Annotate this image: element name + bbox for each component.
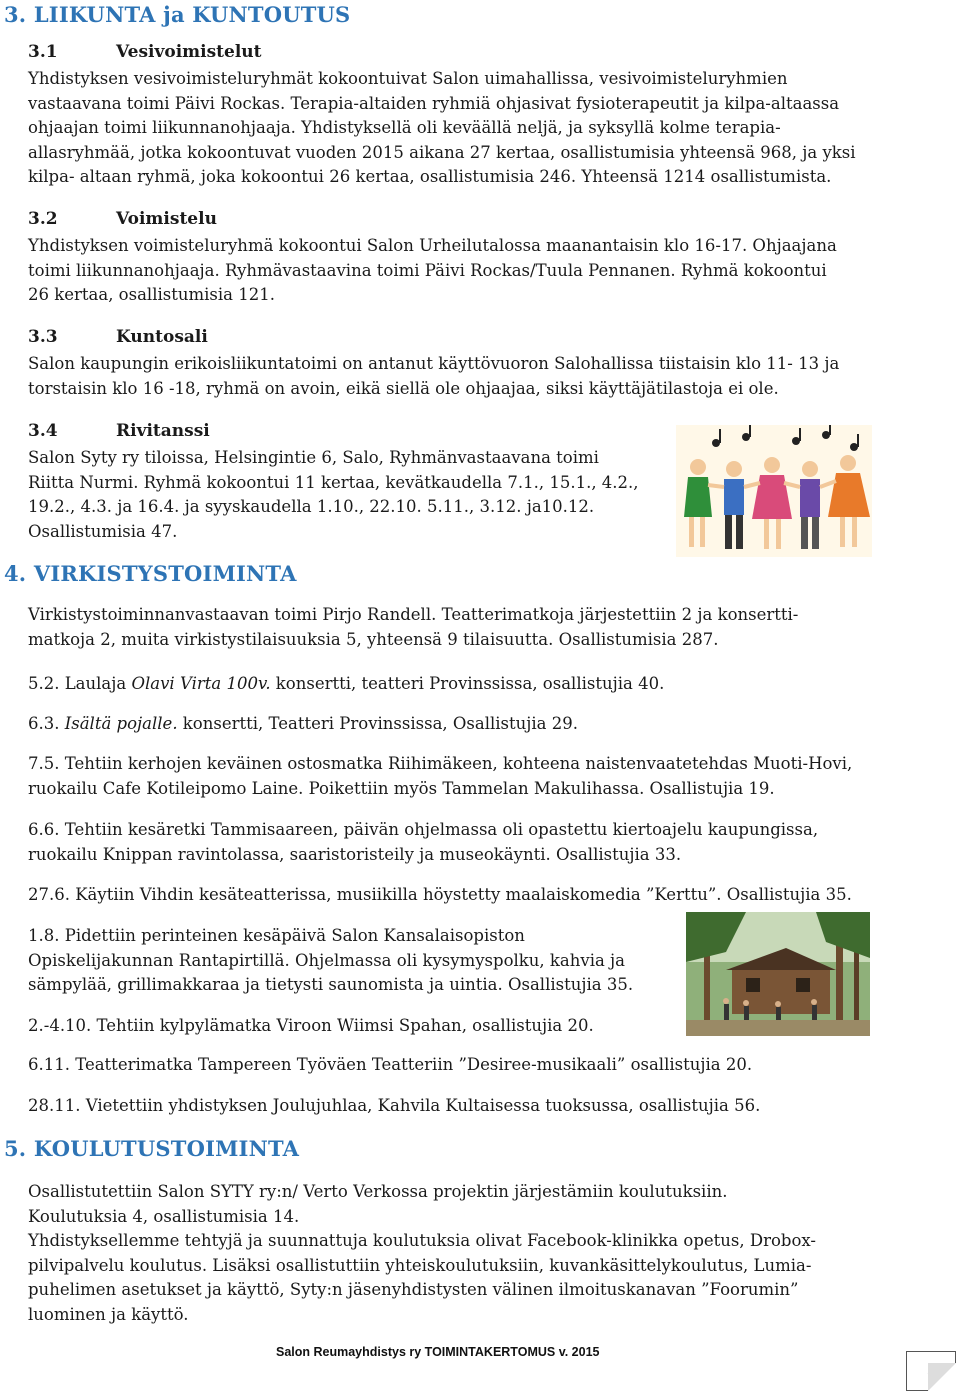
text-line: ohjaajan toimi liikunnanohjaaja. Yhdistyksellä oli keväällä neljä, ja syksyllä kolme terapia-: [28, 118, 781, 137]
text-line: allasryhmää, jotka kokoontuvat vuoden 2015 aikana 27 kertaa, osallistumisia yhteensä 968, ja yksi: [28, 142, 856, 162]
subsection-3-3-text: [28, 352, 938, 401]
event-6-3: [28, 712, 938, 736]
text-run: 6.3.: [28, 714, 65, 733]
subsection-title: Vesivoimistelut: [116, 42, 262, 62]
section-3-heading: 3. LIIKUNTA ja KUNTOUTUS: [4, 2, 351, 27]
event-5-2: [28, 672, 938, 696]
text-line: Yhdistyksen voimisteluryhmä kokoontui Salon Urheilutalossa maanantaisin klo 16-17. Ohjaajana: [28, 236, 837, 255]
text-line: 7.5. Tehtiin kerhojen keväinen ostosmatka Riihimäkeen, kohteena naistenvaatetehdas Muoti-Hovi,: [28, 754, 853, 773]
text-line: luominen ja käyttö.: [28, 1304, 189, 1324]
text-run: konsertti, teatteri Provinssissa, osallistujia 40.: [270, 674, 665, 693]
text-line: Riitta Nurmi. Ryhmä kokoontui 11 kertaa, kevätkaudella 7.1., 15.1., 4.2.,: [28, 472, 639, 492]
subsection-3-2-text: [28, 234, 938, 308]
page-number: 3: [927, 1363, 935, 1379]
text-line: 1.8. Pidettiin perinteinen kesäpäivä Salon Kansalaisopiston: [28, 926, 525, 945]
footer-text: Salon Reumayhdistys ry TOIMINTAKERTOMUS v. 2015: [276, 1345, 600, 1359]
text-line: toimi liikunnanohjaaja. Ryhmävastaavina toimi Päivi Rockas/Tuula Pennanen. Ryhmä kokoontui: [28, 260, 827, 280]
event-2-4-10: 2.-4.10. Tehtiin kylpylämatka Viroon Wiimsi Spahan, osallistujia 20.: [28, 1016, 594, 1035]
text-line: Salon kaupungin erikoisliikuntatoimi on antanut käyttövuoron Salohallissa tiistaisin klo 11- 13 ja: [28, 354, 840, 373]
event-7-5: [28, 752, 938, 801]
text-line: kilpa- altaan ryhmä, joka kokoontui 26 kertaa, osallistumisia 246. Yhteensä 1214 osallistumista.: [28, 167, 832, 186]
text-line: matkoja 2, muita virkistystilaisuuksia 5, yhteensä 9 tilaisuutta. Osallistumisia 287.: [28, 629, 719, 649]
text-line: Yhdistyksellemme tehtyjä ja suunnattuja koulutuksia olivat Facebook-klinikka opetus, Drobox-: [28, 1231, 816, 1250]
text-line: pilvipalvelu koulutus. Lisäksi osallistuttiin yhteiskoulutuksiin, kuvankäsittelykoulutus, Lumia-: [28, 1255, 812, 1275]
subsection-title: Voimistelu: [116, 209, 217, 229]
event-6-6: [28, 818, 938, 867]
text-line: 26 kertaa, osallistumisia 121.: [28, 285, 275, 304]
event-28-11: 28.11. Vietettiin yhdistyksen Joulujuhlaa, Kahvila Kultaisessa tuoksussa, osallistujia 56.: [28, 1096, 761, 1115]
text-line: Salon Syty ry tiloissa, Helsingintie 6, Salo, Ryhmänvastaavana toimi: [28, 448, 599, 467]
text-line: Opiskelijakunnan Rantapirtillä. Ohjelmassa oli kysymyspolku, kahvia ja: [28, 950, 626, 970]
section-4-heading: 4. VIRKISTYSTOIMINTA: [4, 561, 297, 586]
text-line: vastaavana toimi Päivi Rockas. Terapia-altaiden ryhmiä ohjasivat fysioterapeutit ja kilpa-altaassa: [28, 93, 840, 113]
subsection-number: 3.2: [28, 209, 58, 229]
section-5-text: [28, 1180, 938, 1327]
text-run: konsertti, Teatteri Provinssissa, Osallistujia 29.: [177, 714, 579, 733]
subsection-3-1-heading: [28, 42, 262, 62]
text-line: Virkistystoiminnanvastaavan toimi Pirjo Randell. Teatterimatkoja järjestettiin 2 ja konsertti-: [28, 605, 799, 624]
subsection-title: Rivitanssi: [116, 421, 210, 441]
text-run: 5.2. Laulaja: [28, 674, 132, 693]
italic-title: Olavi Virta 100v.: [131, 674, 271, 693]
subsection-3-3-heading: [28, 327, 208, 347]
text-line: ruokailu Cafe Kotileipomo Laine. Poikettiin myös Tammelan Makulihassa. Osallistujia 19.: [28, 778, 775, 798]
text-line: puhelimen asetukset ja käyttö, Syty:n jäsenyhdistysten välinen ilmoituskanavan ”Foorumin”: [28, 1280, 799, 1299]
subsection-title: Kuntosali: [116, 327, 208, 347]
subsection-3-2-heading: [28, 209, 217, 229]
subsection-3-1-text: [28, 67, 938, 190]
text-line: 6.6. Tehtiin kesäretki Tammisaareen, päivän ohjelmassa oli opastettu kiertoajelu kaupungissa,: [28, 820, 819, 839]
page-number-box: [906, 1351, 956, 1391]
subsection-number: 3.4: [28, 421, 58, 441]
italic-title: Isältä pojalle.: [64, 714, 178, 733]
subsection-number: 3.1: [28, 42, 58, 62]
text-line: Osallistumisia 47.: [28, 521, 178, 541]
text-line: 19.2., 4.3. ja 16.4. ja syyskaudella 1.10., 22.10. 5.11., 3.12. ja10.12.: [28, 497, 595, 516]
subsection-3-4-text: [28, 446, 668, 544]
event-1-8: [28, 924, 678, 998]
text-line: torstaisin klo 16 -18, ryhmä on avoin, eikä siellä ole ohjaajaa, siksi käyttäjätilastoja ei ole.: [28, 378, 779, 398]
section-4-intro: [28, 603, 938, 652]
section-5-heading: 5. KOULUTUSTOIMINTA: [4, 1136, 300, 1161]
text-line: Osallistutettiin Salon SYTY ry:n/ Verto Verkossa projektin järjestämiin koulutuksiin.: [28, 1182, 728, 1201]
text-line: Yhdistyksen vesivoimisteluryhmät kokoontuivat Salon uimahallissa, vesivoimisteluryhmien: [28, 69, 788, 88]
text-line: ruokailu Knippan ravintolassa, saaristoristeily ja museokäynti. Osallistujia 33.: [28, 844, 682, 864]
event-6-11: 6.11. Teatterimatka Tampereen Työväen Teatteriin ”Desiree-musikaali” osallistujia 20.: [28, 1055, 753, 1074]
event-27-6: 27.6. Käytiin Vihdin kesäteatterissa, musiikilla höystetty maalaiskomedia ”Kerttu”. Osallistujia 35.: [28, 885, 852, 904]
page-fold-corner: [928, 1363, 956, 1391]
text-line: sämpylää, grillimakkaraa ja tietysti saunomista ja uintia. Osallistujia 35.: [28, 975, 634, 994]
dancers-illustration: [676, 425, 872, 557]
text-line: Koulutuksia 4, osallistumisia 14.: [28, 1206, 300, 1226]
subsection-number: 3.3: [28, 327, 58, 347]
subsection-3-4-heading: [28, 421, 210, 441]
